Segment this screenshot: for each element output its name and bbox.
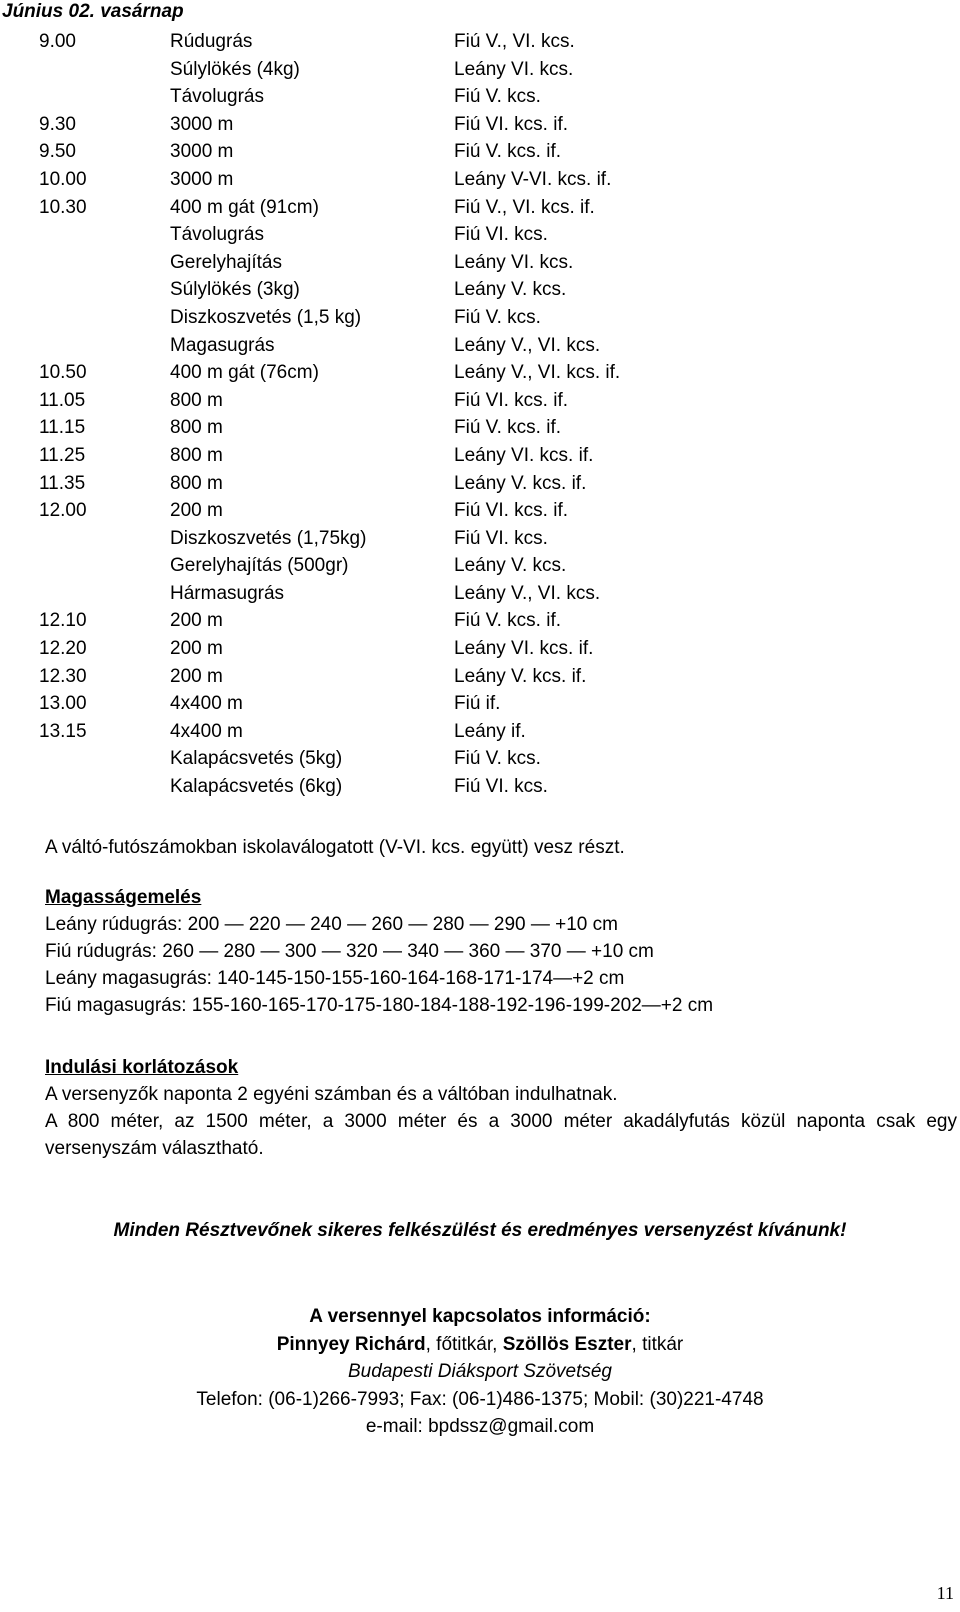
schedule-category: Leány V. kcs. if.	[454, 665, 587, 687]
height-progression-title: Magasságemelés	[45, 887, 202, 908]
height-line-girls-high-jump: Leány magasugrás: 140-145-150-155-160-164-168-171-174—+2 cm	[45, 968, 625, 989]
schedule-category: Fiú V. kcs. if.	[454, 141, 561, 163]
schedule-event: 800 m	[170, 472, 223, 494]
height-line-boys-pole-vault: Fiú rúdugrás: 260 — 280 — 300 — 320 — 340 — 360 — 370 — +10 cm	[45, 941, 654, 962]
schedule-row	[0, 276, 700, 304]
schedule-event: 400 m gát (76cm)	[170, 362, 319, 384]
schedule-category: Fiú V. kcs. if.	[454, 610, 561, 632]
schedule-event: 200 m	[170, 500, 223, 522]
schedule-time: 9.00	[39, 31, 76, 52]
contact-phones: Telefon: (06-1)266-7993; Fax: (06-1)486-1375; Mobil: (30)221-4748	[196, 1388, 764, 1410]
height-line-girls-pole-vault: Leány rúdugrás: 200 — 220 — 240 — 260 — 280 — 290 — +10 cm	[45, 914, 618, 935]
schedule-event: 800 m	[170, 444, 223, 466]
schedule-row	[0, 249, 700, 277]
schedule-category: Fiú if.	[454, 693, 501, 715]
schedule-row	[0, 718, 700, 746]
entry-limit-line-1: A versenyzők naponta 2 egyéni számban és a váltóban indulhatnak.	[45, 1084, 618, 1105]
schedule-event: 3000 m	[170, 113, 234, 135]
schedule-event: Súlylökés (3kg)	[170, 279, 300, 301]
schedule-event: 4x400 m	[170, 693, 243, 715]
contact-person-1-name: Pinnyey Richárd	[276, 1333, 426, 1355]
schedule-category: Leány V. kcs.	[454, 555, 567, 577]
schedule-event: Diszkoszvetés (1,5 kg)	[170, 306, 362, 328]
schedule-time: 10.50	[39, 362, 87, 384]
schedule-row	[0, 442, 700, 470]
schedule-category: Leány VI. kcs.	[454, 251, 574, 273]
schedule-category: Leány V., VI. kcs.	[454, 334, 601, 356]
schedule-time: 10.00	[39, 168, 87, 190]
contact-email: e-mail: bpdssz@gmail.com	[365, 1416, 595, 1437]
schedule-row	[0, 387, 700, 415]
schedule-event: 200 m	[170, 638, 223, 660]
schedule-row	[0, 607, 700, 635]
schedule-row	[0, 83, 700, 111]
schedule-time: 9.50	[39, 141, 76, 163]
schedule-category: Leány V., VI. kcs.	[454, 582, 601, 604]
schedule-row	[0, 745, 700, 773]
contact-people	[0, 1331, 960, 1359]
schedule-time: 11.35	[39, 472, 86, 494]
schedule-category: Fiú VI. kcs.	[454, 527, 548, 549]
schedule-row	[0, 28, 700, 56]
schedule-category: Leány VI. kcs.	[454, 58, 574, 80]
schedule-category: Leány V. kcs.	[454, 279, 567, 301]
schedule-category: Fiú VI. kcs. if.	[454, 500, 569, 522]
schedule-event: Kalapácsvetés (5kg)	[170, 748, 343, 770]
schedule-event: 200 m	[170, 665, 223, 687]
schedule-category: Leány V. kcs. if.	[454, 472, 587, 494]
relay-note: A váltó-futószámokban iskolaválogatott (V-VI. kcs. együtt) vesz részt.	[45, 837, 625, 858]
schedule-row	[0, 663, 700, 691]
schedule-row	[0, 359, 700, 387]
schedule-row	[0, 221, 700, 249]
schedule-row	[0, 111, 700, 139]
schedule-event: Súlylökés (4kg)	[170, 58, 300, 80]
schedule-category: Leány VI. kcs. if.	[454, 444, 594, 466]
schedule-category: Leány V., VI. kcs. if.	[454, 362, 621, 384]
schedule-row	[0, 525, 700, 553]
contact-person-1-role: , főtitkár,	[425, 1333, 503, 1355]
schedule-row	[0, 304, 700, 332]
schedule-row	[0, 470, 700, 498]
schedule-row	[0, 773, 700, 801]
contact-person-2-role: , titkár	[631, 1333, 684, 1355]
schedule-event: 3000 m	[170, 141, 234, 163]
schedule-time: 12.20	[39, 638, 87, 660]
height-progression-section	[45, 884, 957, 1019]
schedule-time: 13.00	[39, 693, 87, 715]
schedule-category: Fiú VI. kcs. if.	[454, 389, 569, 411]
schedule-category: Fiú V. kcs.	[454, 748, 541, 770]
contact-block	[0, 1303, 960, 1441]
contact-title: A versennyel kapcsolatos információ:	[309, 1306, 651, 1327]
schedule-row	[0, 194, 700, 222]
schedule-event: 400 m gát (91cm)	[170, 196, 319, 218]
schedule-category: Leány V-VI. kcs. if.	[454, 168, 612, 190]
schedule-event: 200 m	[170, 610, 223, 632]
schedule-row	[0, 690, 700, 718]
closing-wish: Minden Résztvevőnek sikeres felkészülést és eredményes versenyzést kívánunk!	[113, 1220, 847, 1241]
schedule-event: Távolugrás	[170, 224, 264, 246]
schedule-category: Fiú VI. kcs.	[454, 776, 548, 798]
schedule-event: 4x400 m	[170, 720, 243, 742]
schedule-time: 12.30	[39, 665, 87, 687]
schedule-time: 9.30	[39, 113, 76, 135]
schedule-time: 11.05	[39, 389, 86, 411]
schedule-row	[0, 138, 700, 166]
schedule-category: Leány VI. kcs. if.	[454, 638, 594, 660]
entry-limit-line-2: A 800 méter, az 1500 méter, a 3000 méter és a 3000 méter akadályfutás közül naponta csak egy versenyszám választható.	[45, 1111, 957, 1159]
schedule-time: 10.30	[39, 196, 87, 218]
schedule-row	[0, 635, 700, 663]
schedule-time: 13.15	[39, 720, 87, 742]
schedule-time: 11.25	[39, 444, 86, 466]
schedule-event: Kalapácsvetés (6kg)	[170, 776, 343, 798]
schedule-event: Hármasugrás	[170, 582, 285, 604]
schedule-category: Leány if.	[454, 720, 526, 742]
schedule-time: 12.00	[39, 500, 87, 522]
schedule-row	[0, 497, 700, 525]
page-number: 11	[936, 1583, 954, 1603]
schedule-event: 800 m	[170, 389, 223, 411]
schedule-event: 3000 m	[170, 168, 234, 190]
schedule-event: Magasugrás	[170, 334, 275, 356]
contact-organization: Budapesti Diáksport Szövetség	[347, 1361, 613, 1382]
schedule-row	[0, 580, 700, 608]
schedule-table	[0, 28, 700, 801]
day-title: Június 02. vasárnap	[2, 1, 184, 22]
height-line-boys-high-jump: Fiú magasugrás: 155-160-165-170-175-180-184-188-192-196-199-202—+2 cm	[45, 995, 714, 1016]
schedule-event: Gerelyhajítás	[170, 251, 282, 273]
schedule-event: Rúdugrás	[170, 31, 253, 52]
schedule-category: Fiú VI. kcs.	[454, 224, 548, 246]
entry-limits-section	[45, 1054, 957, 1162]
schedule-event: Távolugrás	[170, 86, 264, 108]
schedule-row	[0, 56, 700, 84]
contact-person-2-name: Szöllös Eszter	[502, 1333, 632, 1355]
schedule-row	[0, 414, 700, 442]
schedule-event: 800 m	[170, 417, 223, 439]
schedule-category: Fiú V. kcs.	[454, 306, 541, 328]
schedule-event: Diszkoszvetés (1,75kg)	[170, 527, 367, 549]
schedule-event: Gerelyhajítás (500gr)	[170, 555, 349, 577]
entry-limits-title: Indulási korlátozások	[45, 1057, 239, 1078]
schedule-category: Fiú V., VI. kcs.	[454, 31, 575, 52]
schedule-category: Fiú V. kcs. if.	[454, 417, 561, 439]
schedule-row	[0, 166, 700, 194]
schedule-category: Fiú V., VI. kcs. if.	[454, 196, 595, 218]
schedule-row	[0, 552, 700, 580]
schedule-category: Fiú V. kcs.	[454, 86, 541, 108]
schedule-row	[0, 332, 700, 360]
schedule-time: 12.10	[39, 610, 87, 632]
schedule-category: Fiú VI. kcs. if.	[454, 113, 569, 135]
schedule-time: 11.15	[39, 417, 86, 439]
